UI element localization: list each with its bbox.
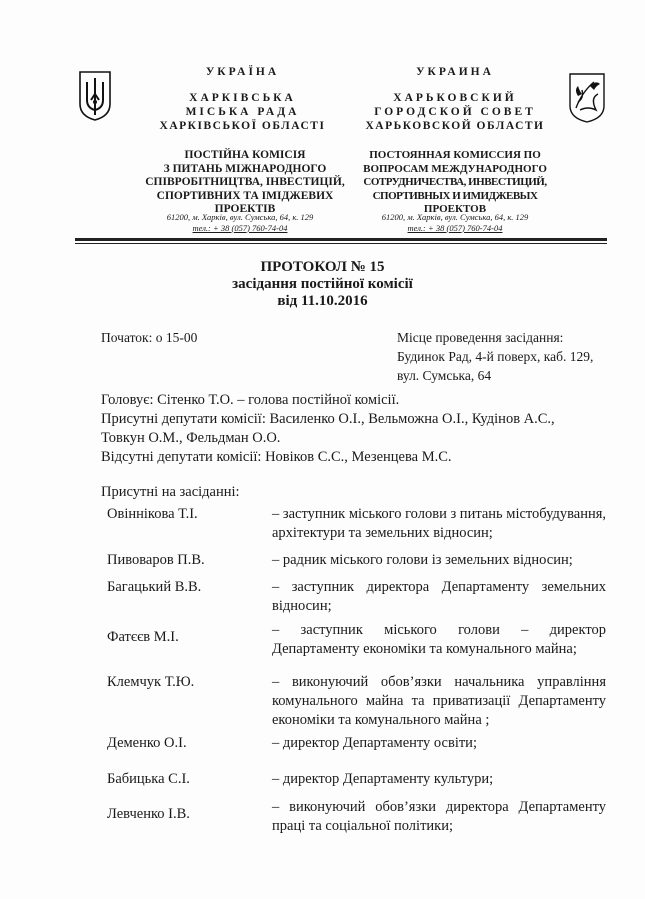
address-line: 61200, м. Харків, вул. Сумська, 64, к. 129 [166, 212, 314, 222]
attendee-name: Овіннікова Т.І. [107, 506, 198, 522]
council-line-3: ХАРКІВСЬКОЇ ОБЛАСТІ [159, 120, 326, 132]
phone-line: тел.: + 38 (057) 760-74-04 [192, 222, 288, 233]
council-line-2: МІСЬКА РАДА [185, 106, 300, 118]
attendee-name: Левченко І.В. [107, 806, 190, 822]
attendee-name: Деменко О.І. [107, 735, 187, 751]
attendee-role: – заступник директора Департаменту земельних відносин; [272, 579, 606, 614]
protocol-subtitle: засідання постійної комісії [232, 276, 413, 292]
attendee-role: – радник міського голови із земельних відносин; [272, 552, 573, 568]
attendee-role: – заступник міського голови з питань містобудування, архітектури та земельних відносин; [272, 506, 607, 541]
absent-members: Відсутні депутати комісії: Новіков С.С., Мезенцева М.С. [101, 449, 452, 465]
council-ru-line-1: ХАРЬКОВСКИЙ [393, 92, 517, 104]
council-ru-line-2: ГОРОДСКОЙ СОВЕТ [374, 106, 536, 118]
attendee-role: – директор Департаменту культури; [272, 771, 494, 787]
country-ru: УКРАИНА [416, 66, 494, 78]
kharkiv-city-emblem-icon [568, 72, 606, 124]
address-ru-line: 61200, м. Харків, вул. Сумська, 64, к. 129 [381, 212, 529, 222]
start-time: Початок: о 15-00 [101, 330, 198, 345]
header-divider-thin [75, 243, 607, 244]
header-left [120, 65, 365, 133]
commission-ru-line-2: ВОПРОСАМ МЕЖДУНАРОДНОГО [363, 162, 547, 175]
attendee-role: – директор Департаменту освіти; [272, 735, 477, 751]
commission-ru-line-4: СПОРТИВНЫХ И ИМИДЖЕВЫХ [372, 189, 538, 202]
attendee-name: Пивоваров П.В. [107, 552, 205, 568]
phone-ru-line: тел.: + 38 (057) 760-74-04 [407, 222, 503, 233]
venue-line-2: вул. Сумська, 64 [397, 368, 492, 383]
address-ua [130, 212, 350, 233]
address-ru [345, 212, 565, 233]
ukraine-trident-emblem-icon [78, 70, 112, 122]
commission-name-ua [130, 149, 360, 217]
attendee-role: – виконуючий обов’язки начальника управління комунального майна та приватизації Департаменту економіки та комунального майна ; [272, 674, 606, 728]
attendee-name: Багацький В.В. [107, 579, 202, 595]
header-divider-thick [75, 238, 607, 241]
commission-ua-line-1: ПОСТІЙНА КОМІСІЯ [184, 149, 306, 161]
commission-ua-line-3: СПІВРОБІТНИЦТВА, ІНВЕСТИЦІЙ, [145, 176, 345, 188]
attendee-role: – заступник міського голови – директор Департаменту економіки та комунального майна; [272, 622, 606, 657]
chair-line: Головує: Сітенко Т.О. – голова постійної комісії. [101, 392, 400, 408]
venue-line-1: Будинок Рад, 4-й поверх, каб. 129, [397, 349, 594, 364]
attendee-name: Бабицька С.І. [107, 771, 190, 787]
commission-ua-line-2: З ПИТАНЬ МІЖНАРОДНОГО [163, 162, 327, 175]
commission-ua-line-5: ПРОЕКТІВ [214, 203, 276, 215]
protocol-title: ПРОТОКОЛ № 15 [260, 259, 385, 275]
header-right [345, 65, 565, 133]
present-members: Присутні депутати комісії: Василенко О.І., Вельможна О.І., Кудінов А.С., [101, 411, 555, 427]
attendee-name: Клемчук Т.Ю. [107, 674, 195, 690]
commission-name-ru [350, 149, 560, 217]
country-ua: УКРАЇНА [205, 66, 280, 78]
attendee-name: Фатєєв М.І. [107, 629, 179, 645]
attendee-role: – виконуючий обов’язки директора Департаменту праці та соціальної політики; [272, 799, 606, 834]
present-label: Присутні на засіданні: [101, 484, 240, 500]
council-ru-line-3: ХАРЬКОВСКОЙ ОБЛАСТИ [365, 120, 545, 132]
present-members-cont: Товкун О.М., Фельдман О.О. [101, 430, 281, 446]
commission-ua-line-4: СПОРТИВНИХ ТА ІМІДЖЕВИХ [156, 189, 334, 202]
council-line-1: ХАРКІВСЬКА [189, 92, 296, 104]
commission-ru-line-3: СОТРУДНИЧЕСТВА, ИНВЕСТИЦИЙ, [363, 176, 547, 188]
venue-label: Місце проведення засідання: [397, 330, 564, 345]
protocol-date: від 11.10.2016 [277, 293, 368, 309]
commission-ru-line-1: ПОСТОЯННАЯ КОМИССИЯ ПО [369, 149, 541, 161]
commission-ru-line-5: ПРОЕКТОВ [423, 203, 487, 215]
